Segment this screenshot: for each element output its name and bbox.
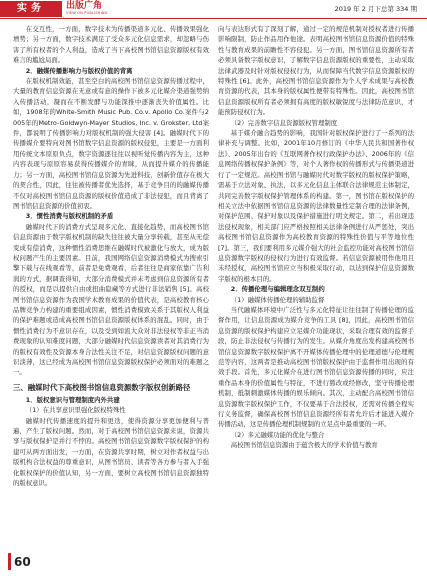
right-column <box>218 24 414 552</box>
paragraph: 向与表达形式有了深刻了解，通过一定的规范机制对授权者进行传播影响限制，防止作品用作他途。表明高校图书馆信息资源价值的特殊性与教育成果的前瞻性不容侵犯。另一方面，图书馆信息资源所有者必须具备数字版权意识，了解数字信息资源版权的重要性，主动采取法律武器及时针对版权侵权行为，从而保障当代数字信息资源版权的特殊性 [6]。此外，高校图书馆信息资源作为个人学术成果与高校教育资源的代表，其本身的版权属性便带有特殊性。因此，高校图书馆信息资源版权所有者必须拥有高度的版权敏锐度与法律防范意识，才能预防侵权行为。 <box>218 25 414 117</box>
section-heading: 三、融媒时代下高校图书馆信息资源数字版权创新路径 <box>13 382 191 392</box>
page-number-marker <box>8 553 11 570</box>
paragraph-heading: （1）在共享意识里强化版权特殊性 <box>25 406 126 415</box>
section-label: 实务 <box>0 1 62 17</box>
paragraph: 在交互性，一方面，数字技术为传播渠道多元化、传播效果强化增势；另一方面，数字技术满足了受众多元化信息需求，却忽略与伤害了所有权者的个人利益，造成了当下高校图书馆信息资源版权有效难言的尴尬局面。 <box>13 25 209 65</box>
paragraph: 高校图书馆信息资源由于蕴含极大的学术价值与教育 <box>230 441 378 450</box>
subsection-heading: 2．传播伦理与编辑理念双互制约 <box>230 285 325 294</box>
issue-info: 2019 年 2 月下总第 334 期 <box>334 5 417 13</box>
paragraph: 融媒时代下的消费方式呈现多元化、直接化趋势，而高校图书馆信息资源由于数字版权机制的缺失往往被大量分享转载，甚至从无偿变成有偿消费，这种惯性消费思维在融媒时代被激化与放大，成为版权问题产生的主要因素。目前，我国网络信息资源消费模式为搜索引擎下载与在线观看等，前者是免费观看，后者往往是商家依靠广告利润的方式，据调查得知，大部分消费模式并未考虑到信息资源所有者的授权，而是以提供自由或扭曲隐藏等方式进行非法销售 [5]。高校图书馆信息资源作为我国学术教育成果的价值代表，是高校教育核心品牌竞争力构建的重要组成因素，惯性消费模致关系于其版权人利益的保护难题或造成高校图书馆信息资源版权体系的混乱。同时，由于惯性消费行为不意识存在，以及受到如流大众对非法侵权等非正当消费现象的认知难度问题，大部分融媒时代信息资源读者对其消费行为的版权有效性及资源本身合法性关注不足，对信息资源版权问题的意识淡薄，这已经成为高校图书馆信息资源版权保护必须面对的难题之一。 <box>13 222 209 377</box>
paragraph: 在版权机制效能，甚至空白的高校图书馆信息资源传播过程中，大量的教育信息资源在无意或有意的操作下被多元化媒介渠道强势纳入传播活动，凝而在不断发酵与功能深推中逐渐丧失价值属性。比如，1908年的White-Smith Music Pub. Co.v. Apollo Co.案件与2005年的Metro-Goldwyn-Mayer Studios, Inc. v. Grokster, Ltd案件，都说明了传播影响力对版权机制的强大侵害 [4]。融媒时代下的传播媒介要特向对图书馆数字信息资源的版权侵犯，主要是一方面利用传统文本原原负点，数字资源逐往往以视听觉传播内容为主，这种内容表现与原原容易获得传播媒介的青睐，从而提升媒介的传播能力；另一方面，高校图书馆信息资源为先进科技、创新价值存在极大的契合性，因此，往往被传播者优先选择，基于竞争目的的融媒传播不仅对高校图书馆信息资源的版权价值造成了非法侵犯，而且背离了图书馆信息资源的价值初衷。 <box>13 77 209 210</box>
page-number: 60 <box>14 555 31 569</box>
logo-chinese: 出版广角 <box>66 1 103 11</box>
logo-english: VIEW ON PUBLISHING <box>66 11 108 15</box>
paragraph: 当代融媒体环境中广泛性与多元化特征让往往制了传播伦理的监督作用，让信息资源成为媒介竞争的工具 [8]，因此，高校图书馆信息资源的版权保护构建应立足媒介功能现状，采取合理有效的监督手段，防止非法侵权与传播行为的发生。从媒介角度出发构建高校图书馆信息资源数字版权保护离不开媒体传播伦理中的伦理道德与伦理规范等内容，这两者是推动高校图书馆版权保护由于监督作用出现的有效手段。首先，多元化媒介在进行图书馆信息资源传播的同时，应注重作品本身的价值属性与特征，不进行篡改或经修改，坚守传播伦理机制，抵制刺激媒体传播的娱乐倾向。其次，主动配合高校图书馆信息资源数字版权保护工作，不仅要基于合法授权，还需对传播全程实行义务监督，确保高校图书馆信息资源经所有者允许后才能进入媒介传播活动，这是传播伦理机制规制的立足点中最重要的一环。 <box>218 305 414 429</box>
header-rule <box>0 18 427 19</box>
paragraph-heading: （2）多元融媒功能的优化与整合 <box>230 430 325 439</box>
paragraph: 融媒时代传播速度的提升和更迭，使得资源分享更加便利与普遍，产生了版权问题。然而，对于高校图书馆信息资源来说，资源共享与版权保护是并行不悖的。高校图书馆信息资源数字版权保护的构建可从两方面出发，一方面，在资源共享时期，树立对作者权益与出版机构合法权益的尊重意识，从图书馆员、读者等各方参与者入手强化版权保护的价值认知，另一方面，要树立高校图书馆信息资源独特的版权意识。 <box>13 416 209 488</box>
paragraph-heading: （2）完善数字信息资源版权管理制度 <box>230 118 338 127</box>
paragraph-heading: （1）融媒体传播伦理的辅助监督 <box>230 295 325 304</box>
page-header <box>0 0 427 20</box>
magazine-logo <box>66 1 112 17</box>
subsection-heading: 3．惯性消费与版权机制的矛盾 <box>25 212 114 221</box>
subsection-heading: 2．融媒传播影响力与版权价值的背离 <box>25 66 133 75</box>
subsection-heading: 1．版权意识与管理制度内外共建 <box>25 395 120 404</box>
paragraph: 基于媒介融合趋势的影响，我国针对版权保护进行了一系列的法律补充与调整。比如，2001年10月修订的《中华人民共和国著作权法》、2005年出台的《互联网著作权行政保护办法》、2006年的《信息网络传播权保护条例》等，对个人著作权的传播形式与传播渠道进行了一定规范。高校图书馆与融媒时代对数字版权的版权保护策略，需基于立法对象、执法，以多元化信息主体联合法律规范主体制定，共同完善数字版权保护管理体系的构建。第一，图书馆在版权保护的相关立法中依据图书馆信息资源的法律数量性定制合理的法律条例，对保护范围、保护对象以及保护措施进行明文规定。第二，若出现违法侵权现象，相关部门应严格按照相关法律条例进行从严惩处，突出高校图书馆信息资源作为高校教育资源的特殊性价值与平等地位性 [7]。第三，我们要利用多元媒介强大的社会监控功能对高校图书馆信息资源数字版权的侵权行为进行有效监督。若信息资源被用作他用且未经授权，高校图书馆应立当积极采取行动，以达到保护信息资源数字版权的根本目的。 <box>218 129 414 283</box>
left-column <box>13 24 209 552</box>
